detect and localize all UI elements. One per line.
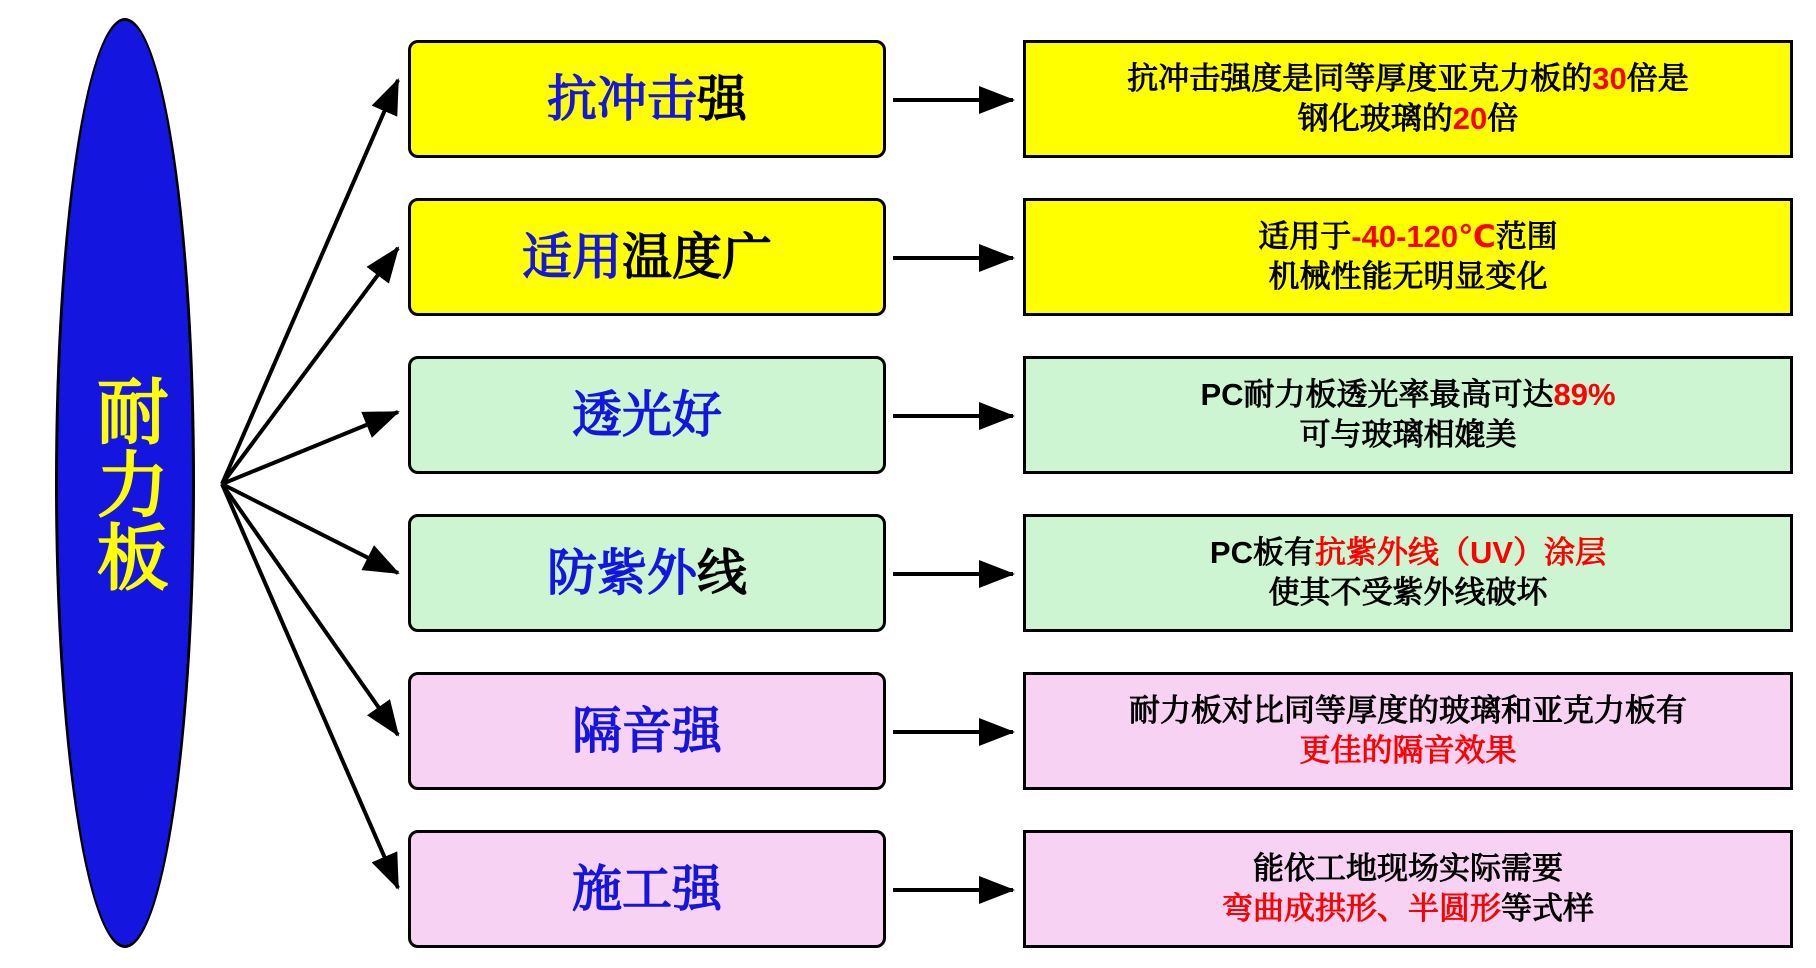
feature-title-1-blue: 抗冲击: [547, 70, 697, 127]
feature-desc-6-text: [1222, 849, 1594, 928]
feature-title-5[interactable]: [408, 672, 886, 790]
feature-desc-2[interactable]: [1023, 198, 1793, 316]
feature-desc-2-highlight-1: -40-120℃: [1351, 219, 1496, 255]
feature-desc-2-line2-a: 机械性能无明显变化: [1268, 259, 1548, 294]
feature-desc-6-line2-b: 等式样: [1501, 891, 1594, 926]
feature-title-1-text: [547, 70, 747, 127]
feature-row-2: [0, 198, 1816, 318]
feature-title-1[interactable]: [408, 40, 886, 158]
feature-row-4: [0, 514, 1816, 634]
feature-desc-6-line1-a: 能依工地现场实际需要: [1253, 851, 1563, 887]
feature-desc-3-line1-a: PC耐力板透光率最高可达: [1200, 377, 1554, 413]
feature-desc-4[interactable]: [1023, 514, 1793, 632]
feature-title-5-blue: 隔音强: [572, 702, 722, 759]
feature-desc-4-highlight-1: 抗紫外线（UV）涂层: [1315, 535, 1607, 571]
feature-desc-4-line2-a: 使其不受紫外线破坏: [1268, 575, 1548, 610]
feature-desc-5-line1-a: 耐力板对比同等厚度的玻璃和亚克力板有: [1129, 693, 1687, 729]
feature-desc-4-line1-a: PC板有: [1209, 535, 1315, 571]
root-node-label: 耐力板: [85, 373, 166, 593]
feature-desc-1-highlight-2: 20: [1452, 101, 1488, 136]
feature-title-2-text: [522, 228, 772, 285]
feature-desc-1[interactable]: [1023, 40, 1793, 158]
feature-desc-3-highlight-1: 89%: [1553, 377, 1616, 413]
feature-desc-5-text: [1129, 691, 1687, 770]
feature-desc-3-text: [1200, 375, 1615, 454]
feature-row-1: [0, 40, 1816, 160]
feature-title-3-blue: 透光好: [572, 386, 722, 443]
feature-desc-2-line1-b: 范围: [1495, 219, 1558, 255]
feature-row-5: [0, 672, 1816, 792]
feature-desc-1-line2-b: 倍: [1487, 101, 1519, 136]
feature-title-4-text: [547, 544, 747, 601]
feature-row-6: [0, 830, 1816, 950]
feature-desc-4-text: [1210, 533, 1606, 612]
feature-desc-1-highlight-1: 30: [1592, 61, 1627, 97]
feature-desc-3[interactable]: [1023, 356, 1793, 474]
feature-title-2-blue: 适用: [522, 228, 622, 285]
feature-title-3-text: [572, 386, 722, 443]
feature-desc-2-text: [1258, 217, 1557, 296]
feature-title-4-blue: 防紫外: [547, 544, 697, 601]
feature-title-1-black: 强: [697, 70, 747, 127]
feature-title-2[interactable]: [408, 198, 886, 316]
feature-title-4[interactable]: [408, 514, 886, 632]
feature-title-3[interactable]: [408, 356, 886, 474]
feature-desc-1-line1-b: 倍是: [1626, 61, 1689, 97]
feature-title-4-black: 线: [697, 544, 747, 601]
feature-title-6-blue: 施工强: [572, 860, 722, 917]
feature-desc-6-highlight-1: 弯曲成拱形、半圆形: [1222, 891, 1501, 926]
feature-title-5-text: [572, 702, 722, 759]
feature-desc-1-line1-a: 抗冲击强度是同等厚度亚克力板的: [1127, 61, 1593, 97]
feature-desc-6[interactable]: [1023, 830, 1793, 948]
feature-desc-2-line1-a: 适用于: [1258, 219, 1352, 255]
feature-desc-5[interactable]: [1023, 672, 1793, 790]
feature-desc-5-highlight-1: 更佳的隔音效果: [1299, 733, 1517, 768]
feature-title-2-black: 温度广: [622, 228, 772, 285]
feature-desc-3-line2-a: 可与玻璃相媲美: [1299, 417, 1517, 452]
feature-row-3: [0, 356, 1816, 476]
feature-desc-1-line2-a: 钢化玻璃的: [1297, 101, 1453, 136]
feature-title-6[interactable]: [408, 830, 886, 948]
feature-desc-1-text: [1127, 59, 1688, 138]
feature-title-6-text: [572, 860, 722, 917]
